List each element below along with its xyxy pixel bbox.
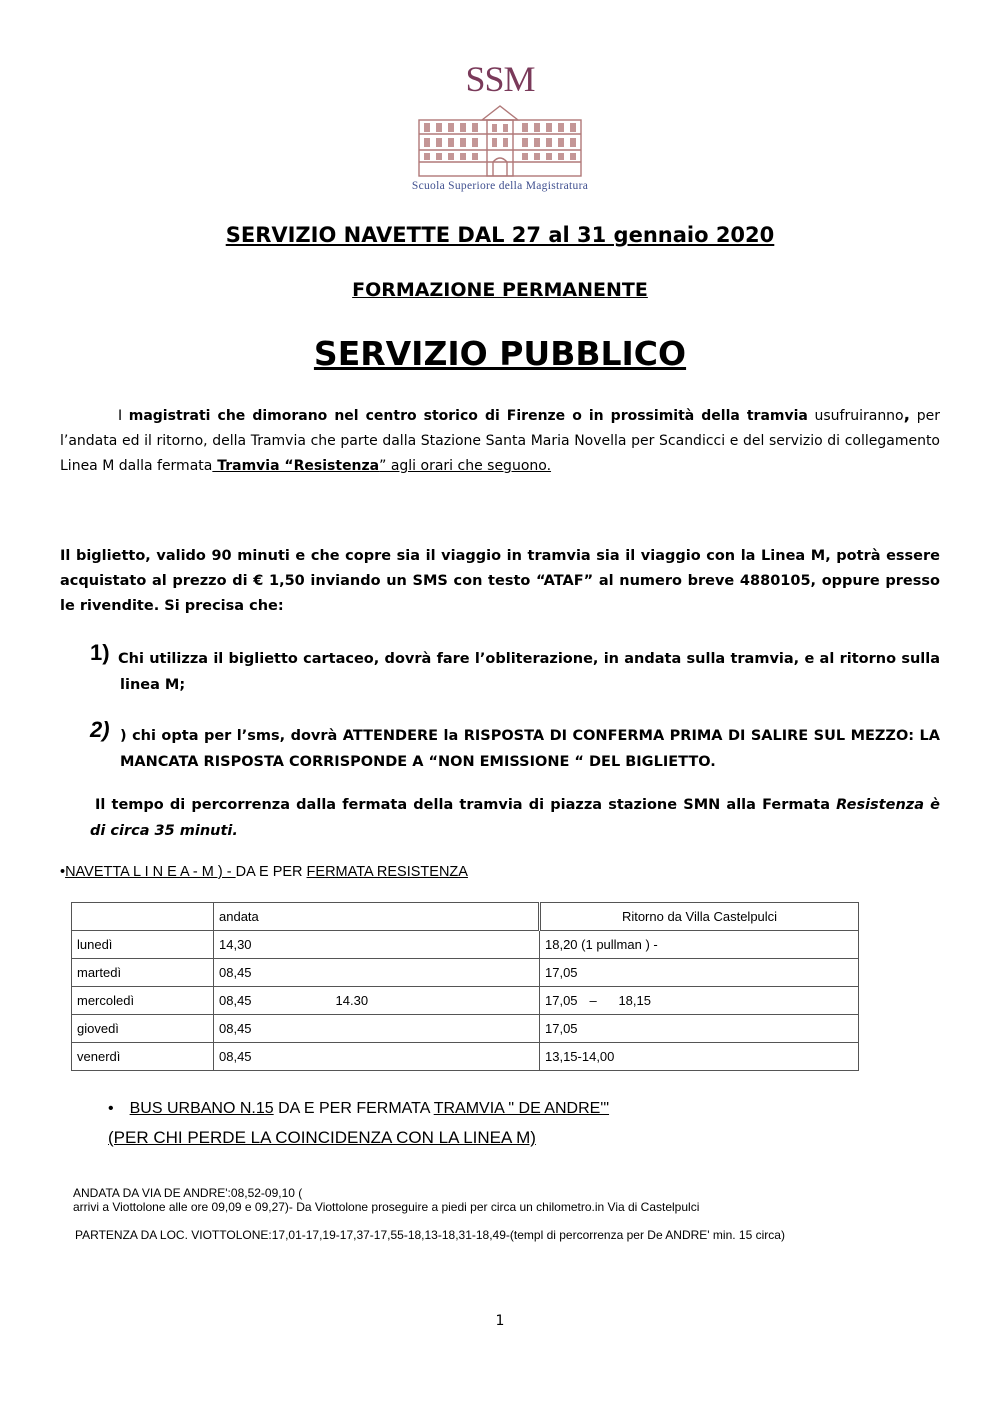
row-day: lunedì xyxy=(72,931,214,959)
note-1-number: 1) xyxy=(90,640,110,665)
andata-info-line-1: ANDATA DA VIA DE ANDRE':08,52-09,10 ( xyxy=(73,1186,303,1200)
page-title: SERVIZIO NAVETTE DAL 27 al 31 gennaio 2020 xyxy=(225,223,775,247)
main-heading: SERVIZIO PUBBLICO xyxy=(313,334,687,373)
row-ritorno: 13,15-14,00 xyxy=(540,1043,859,1071)
travel-time-stop: Resistenza è di circa 35 minuti. xyxy=(90,797,940,839)
partenza-info: PARTENZA DA LOC. VIOTTOLONE:17,01-17,19-17,37-17,55-18,13-18,31-18,49-(templ di percorrenza per De ANDRE' min. 15 circa) xyxy=(75,1228,785,1242)
travel-time-text: Il tempo di percorrenza dalla fermata della tramvia di piazza stazione SMN alla Fermata xyxy=(95,797,837,813)
table-row xyxy=(72,959,859,987)
intro-stop-name: Tramvia “Resistenza xyxy=(212,458,380,474)
bus-coincidence-note: (PER CHI PERDE LA COINCIDENZA CON LA LINEA M) xyxy=(108,1128,536,1147)
row-ritorno: 17,05 xyxy=(540,1015,859,1043)
row-ritorno: 17,05 – 18,15 xyxy=(540,987,859,1015)
intro-stop-tail: ” agli orari che seguono. xyxy=(379,458,552,474)
note-1-text: Chi utilizza il biglietto cartaceo, dovrà fare l’obliterazione, in andata sulla tramvia, e al ritorno sulla linea M; xyxy=(118,651,940,693)
row-andata: 08,45 xyxy=(214,1015,540,1043)
row-andata-extra: 14.30 xyxy=(335,993,369,1008)
row-ritorno-extra: – 18,15 xyxy=(589,993,651,1008)
row-andata: 08,45 xyxy=(214,959,540,987)
header-day xyxy=(72,903,214,931)
bus-stop-label: TRAMVIA " DE ANDRE'" xyxy=(433,1100,610,1117)
intro-bold: magistrati che dimorano nel centro storico di Firenze o in prossimità della tramvia xyxy=(128,408,808,424)
intro-text-2: usufruiranno xyxy=(807,408,904,424)
intro-comma: , xyxy=(903,405,911,425)
travel-time-paragraph xyxy=(90,792,940,844)
header-andata: andata xyxy=(214,903,540,931)
ticket-paragraph: Il biglietto, valido 90 minuti e che copre sia il viaggio in tramvia sia il viaggio con la Linea M, potrà essere acquistato al prezzo di € 1,50 inviando un SMS con testo “ATAF” al numero breve 4880105, oppure presso le rivendite. Si precisa che: xyxy=(60,548,940,614)
row-ritorno: 17,05 xyxy=(540,959,859,987)
row-andata: 08,45 14.30 xyxy=(214,987,540,1015)
row-day: giovedì xyxy=(72,1015,214,1043)
intro-paragraph xyxy=(60,403,940,479)
navetta-line-label: NAVETTA L I N E A - M ) - xyxy=(65,864,236,880)
navetta-heading xyxy=(60,864,468,880)
bullet-icon: • xyxy=(60,864,66,880)
ssm-logo xyxy=(395,58,605,198)
note-2-text: ) chi opta per l’sms, dovrà ATTENDERE la RISPOSTA DI CONFERMA PRIMA DI SALIRE SUL MEZZO: LA MANCATA RISPOSTA CORRISPONDE A “NON EMISSIONE “ DEL BIGLIETTO. xyxy=(120,728,940,770)
page-subtitle: FORMAZIONE PERMANENTE xyxy=(352,279,648,301)
note-2-number: 2) xyxy=(90,717,110,742)
schedule-table xyxy=(71,902,859,1071)
table-row xyxy=(72,987,859,1015)
table-row xyxy=(72,1043,859,1071)
row-ritorno: 18,20 (1 pullman ) - xyxy=(540,931,859,959)
intro-text-1: I xyxy=(118,408,129,424)
header-ritorno: Ritorno da Villa Castelpulci xyxy=(540,903,859,931)
bus-line-label: BUS URBANO N.15 xyxy=(129,1100,274,1117)
bus-da-per: DA E PER FERMATA xyxy=(273,1100,434,1117)
table-row xyxy=(72,1015,859,1043)
page-number: 1 xyxy=(495,1313,505,1329)
navetta-stop-label: FERMATA RESISTENZA xyxy=(306,864,468,880)
logo-initials: SSM xyxy=(465,59,535,99)
row-andata: 08,45 xyxy=(214,1043,540,1071)
intro-text-3: per l’andata ed il ritorno, della Tramvia che parte dalla Stazione Santa Maria Novella per Scandicci e del servizio di collegamento Linea M dalla fermata xyxy=(60,408,940,474)
bus-bullet-icon: • xyxy=(108,1100,114,1117)
row-day: martedì xyxy=(72,959,214,987)
bus-heading xyxy=(108,1100,609,1118)
building-icon xyxy=(417,100,583,178)
navetta-da-per: DA E PER xyxy=(235,864,307,880)
table-header-row xyxy=(72,903,859,931)
logo-subtitle: Scuola Superiore della Magistratura xyxy=(411,180,589,192)
table-row xyxy=(72,931,859,959)
row-andata: 14,30 xyxy=(214,931,540,959)
row-day: mercoledì xyxy=(72,987,214,1015)
row-day: venerdì xyxy=(72,1043,214,1071)
andata-info-line-2: arrivi a Viottolone alle ore 09,09 e 09,27)- Da Viottolone proseguire a piedi per circa un chilometro.in Via di Castelpulci xyxy=(73,1200,700,1214)
